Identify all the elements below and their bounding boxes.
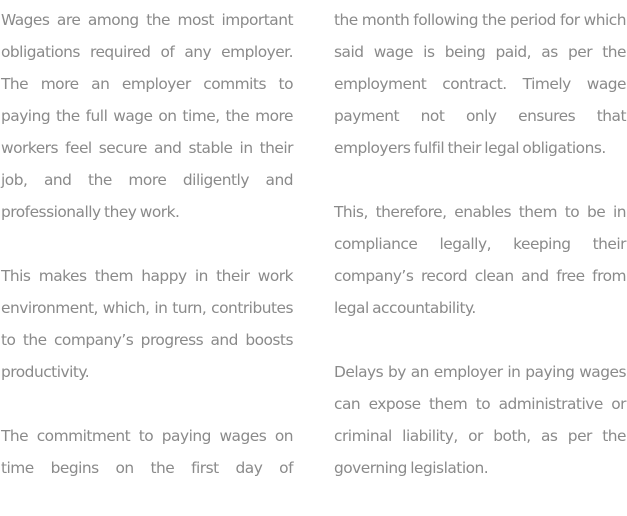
- paragraph-productivity: This makes them happy in their work environment, which, in turn, contributes to the company’s progress and boosts productivity.: [1, 267, 293, 381]
- paragraph-delays-liability: Delays by an employer in paying wages can expose them to administrative or criminal liability, or both, as per the governing legislation.: [334, 363, 626, 477]
- paragraph-wages-importance: Wages are among the most important obligations required of any employer. The more an employer commits to paying the full wage on time, the more workers feel secure and stable in their job, and the more diligently and professionally they work.: [1, 11, 293, 221]
- right-text-column: [334, 4, 626, 516]
- paragraph-legal-compliance: This, therefore, enables them to be in compliance legally, keeping their company’s record clean and free from legal accountability.: [334, 203, 626, 317]
- paragraph-commitment-continued: the month following the period for which said wage is being paid, as per the employment contract. Timely wage payment not only ensures that employers fulfil their legal obligations.: [334, 11, 626, 157]
- paragraph-commitment-start: The commitment to paying wages on time begins on the first day of: [1, 427, 293, 477]
- left-text-column: [1, 4, 293, 516]
